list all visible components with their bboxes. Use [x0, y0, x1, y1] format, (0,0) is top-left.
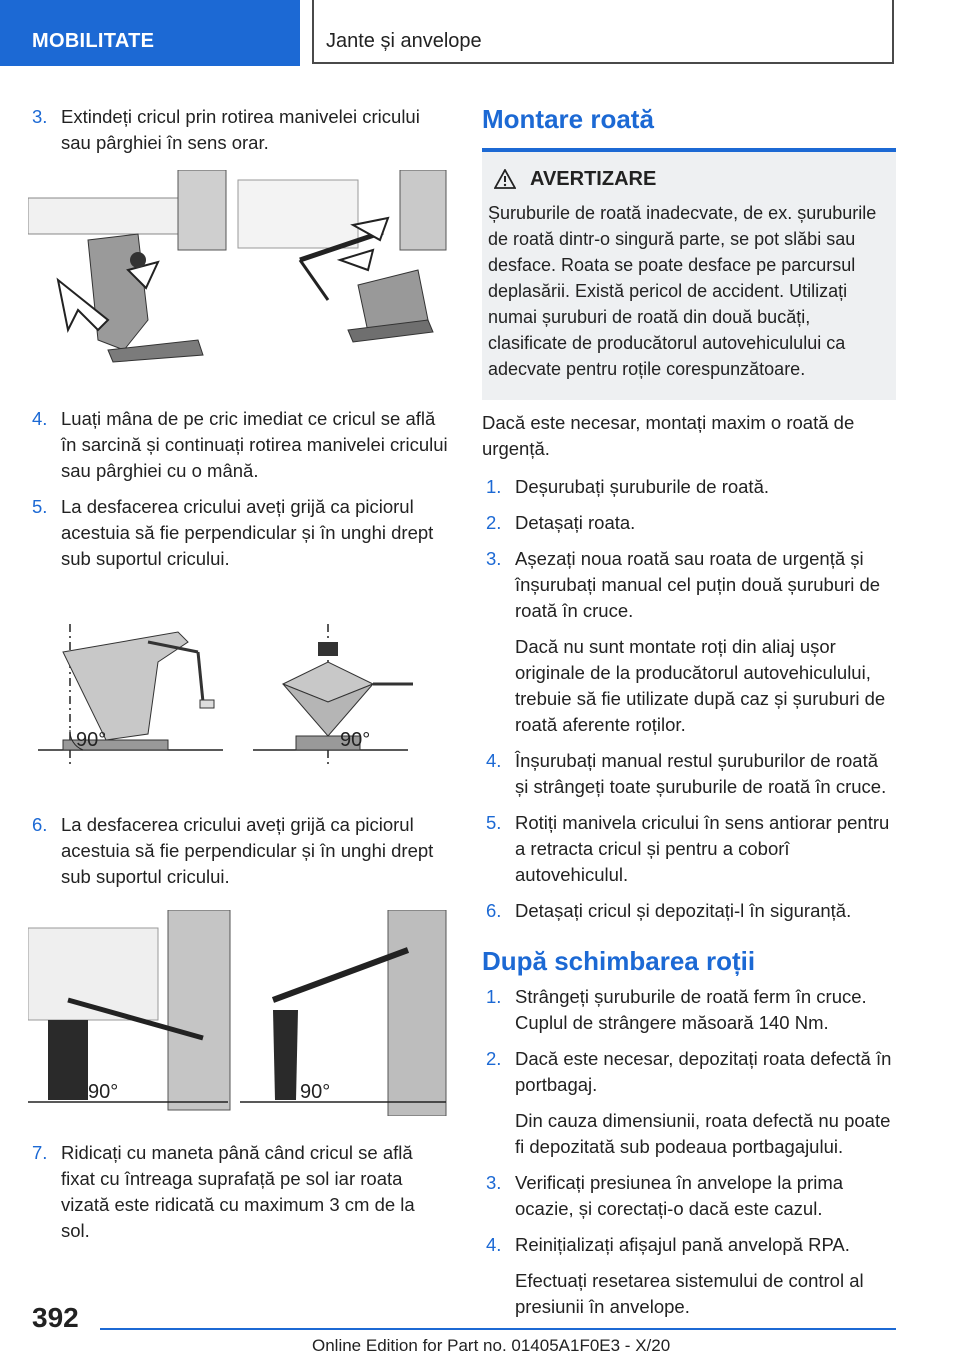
list-item: [482, 474, 896, 500]
list-item: [28, 406, 448, 484]
step-number: 6.: [486, 900, 502, 921]
footer-rule: [100, 1328, 896, 1330]
step-text: Reinițializați afișajul pană anvelopă RPA.: [515, 1234, 850, 1255]
step-text: Ridicați cu maneta până când cricul se află fixat cu întreaga suprafață pe sol iar roata vizată este ridicată cu maximum 3 cm de la sol.: [61, 1142, 415, 1241]
list-item: [482, 1046, 896, 1160]
step-number: 5.: [486, 812, 502, 833]
step-number: 2.: [486, 512, 502, 533]
page-number: 392: [32, 1302, 79, 1333]
step-number: 4.: [32, 408, 48, 429]
section-heading-after: După schimbarea roții: [482, 946, 756, 976]
jack-extend-illustration: [28, 170, 448, 378]
warning-triangle-icon: [494, 169, 516, 189]
list-item: [28, 104, 448, 156]
edition-note: Online Edition for Part no. 01405A1F0E3 - X/20: [312, 1336, 671, 1355]
warning-title: AVERTIZARE: [530, 168, 657, 190]
figure-jack-extend: [28, 170, 448, 378]
step-number: 1.: [486, 476, 502, 497]
section-heading-mount: Montare roată: [482, 104, 654, 134]
step-number: 3.: [486, 548, 502, 569]
step-text: Rotiți manivela cricului în sens antiorar pentru a retracta cricul și pentru a coborî autovehiculul.: [515, 812, 890, 885]
figure-jack-angle: [28, 622, 448, 772]
list-item: [482, 984, 896, 1036]
step-text: La desfacerea cricului aveți grijă ca piciorul acestuia să fie perpendicular și în unghi drept sub suportul cricului.: [61, 814, 434, 887]
list-item: [482, 510, 896, 536]
step-number: 4.: [486, 750, 502, 771]
angle-label: 90°: [76, 729, 107, 751]
step-number: 3.: [32, 106, 48, 127]
step-text: Dacă este necesar, depozitați roata defectă în portbagaj.: [515, 1048, 892, 1095]
angle-label: 90°: [340, 729, 371, 751]
step-number: 2.: [486, 1048, 502, 1069]
right-column: [482, 104, 896, 1330]
step-number: 7.: [32, 1142, 48, 1163]
list-item: [28, 1140, 448, 1244]
list-item: [482, 1232, 896, 1320]
warning-header: [494, 166, 888, 192]
list-item: [482, 546, 896, 738]
list-item: [482, 898, 896, 924]
warning-text: Șuruburile de roată inadecvate, de ex. șuruburile de roată dintr-o singură parte, se pot slăbi sau desface. Roata se poate desface pe parcursul deplasării. Există pericol de accident. Utilizați numai șuruburi de roată din două bucăți, clasificate de producătorul autovehiculului ca adecvate pentru roțile corespunzătoare.: [488, 203, 877, 379]
left-column: [28, 104, 448, 1254]
step-note: Efectuați resetarea sistemului de control al presiunii în anvelope.: [515, 1270, 864, 1317]
step-note: Din cauza dimensiunii, roata defectă nu poate fi depozitată sub podeaua portbagajului.: [515, 1110, 891, 1157]
step-note: Dacă nu sunt montate roți din aliaj ușor originale de la producătorul autovehiculului, trebuie să fie utilizate după caz și șuruburi de roată aferente roților.: [515, 636, 886, 735]
list-item: [482, 1170, 896, 1222]
step-number: 6.: [32, 814, 48, 835]
step-text: Strângeți șuruburile de roată ferm în cruce. Cuplul de strângere măsoară 140 Nm.: [515, 986, 867, 1033]
angle-label: 90°: [300, 1081, 331, 1103]
step-text: Extindeți cricul prin rotirea manivelei cricului sau pârghiei în sens orar.: [61, 106, 420, 153]
chapter-title: Jante și anvelope: [326, 30, 482, 52]
figure-jack-position: [28, 910, 448, 1116]
list-item: [482, 748, 896, 800]
section-tab: [0, 0, 300, 66]
step-number: 1.: [486, 986, 502, 1007]
jack-angle-illustration: [28, 622, 448, 772]
step-number: 3.: [486, 1172, 502, 1193]
step-text: Luați mâna de pe cric imediat ce cricul se află în sarcină și continuați rotirea manivelei cricului sau pârghiei cu o mână.: [61, 408, 448, 481]
list-item: [28, 812, 448, 890]
intro-paragraph: Dacă este necesar, montați maxim o roată de urgență.: [482, 412, 855, 459]
step-number: 5.: [32, 496, 48, 517]
step-text: Detașați roata.: [515, 512, 636, 533]
list-item: [28, 494, 448, 572]
step-text: Deșurubați șuruburile de roată.: [515, 476, 770, 497]
step-text: Așezați noua roată sau roata de urgență și înșurubați manual cel puțin două șuruburi de roată în cruce.: [515, 548, 881, 621]
angle-label: 90°: [88, 1081, 119, 1103]
step-text: Verificați presiunea în anvelope la prima ocazie, și corectați-o dacă este cazul.: [515, 1172, 844, 1219]
step-number: 4.: [486, 1234, 502, 1255]
jack-position-illustration: [28, 910, 448, 1116]
list-item: [482, 810, 896, 888]
chapter-box: [312, 0, 894, 64]
step-text: La desfacerea cricului aveți grijă ca piciorul acestuia să fie perpendicular și în unghi drept sub suportul cricului.: [61, 496, 434, 569]
step-text: Înșurubați manual restul șuruburilor de roată și strângeți toate șuruburile de roată în cruce.: [515, 750, 887, 797]
section-title: MOBILITATE: [32, 30, 155, 52]
step-text: Detașați cricul și depozitați-l în siguranță.: [515, 900, 852, 921]
warning-box: [482, 152, 896, 400]
